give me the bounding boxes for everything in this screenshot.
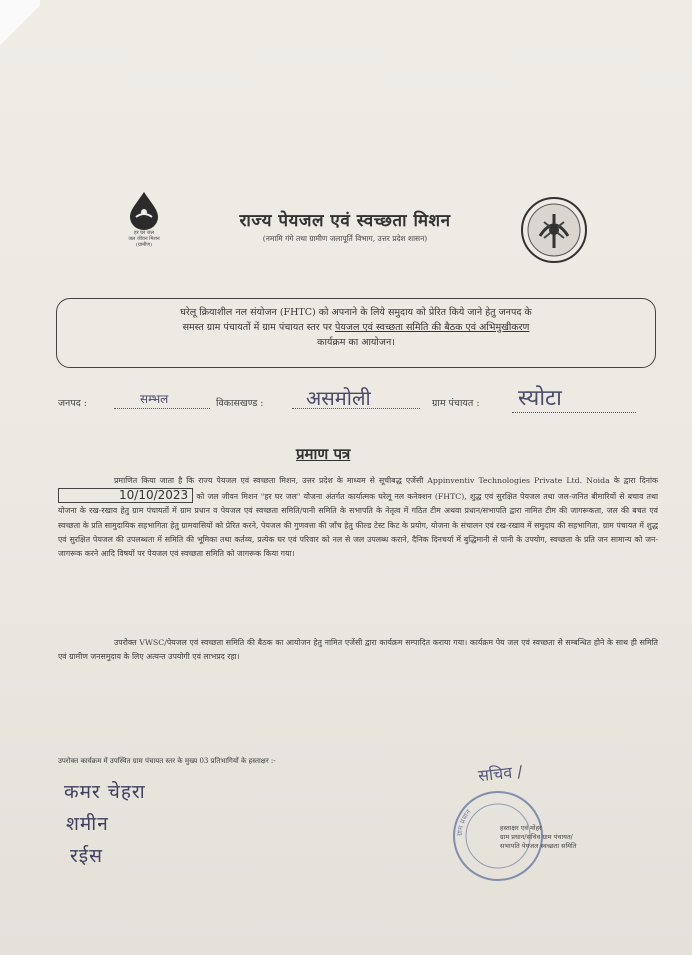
- event-date: 10/10/2023: [58, 488, 193, 503]
- gp-value: स्योटा: [518, 386, 562, 411]
- page-fold: [0, 0, 40, 50]
- header-subtitle: (नमामि गंगे तथा ग्रामीण जलापूर्ति विभाग, उत्तर प्रदेश शासन): [262, 234, 428, 243]
- district-label: जनपद :: [58, 398, 87, 409]
- notice-line-2a: समस्त ग्राम पंचायतों में ग्राम पंचायत स्तर पर: [182, 322, 335, 333]
- stamp-ring-text: ग्राम प्रधान: [455, 808, 473, 837]
- notice-box: [56, 298, 656, 368]
- notice-line-2b: पेयजल एवं स्वच्छता समिति की बैठक एवं अभिमुखीकरण: [335, 322, 530, 333]
- logo-tagline: हर घर जल जल जीवन मिशन (ग्रामीण): [128, 230, 160, 248]
- certificate-title: प्रमाण पत्र: [296, 445, 351, 463]
- attendee-name-1: कमर चेहरा: [64, 781, 146, 803]
- certificate-paragraph-1: [58, 474, 658, 561]
- para1-start: प्रमाणित किया जाता है कि राज्य पेयजल एवं स्वच्छता मिशन, उत्तर प्रदेश के माध्यम से सूचीबद्ध एजेंसी Appinventiv Technologies Private Ltd. Noida के द्वारा दिनांक: [114, 476, 658, 485]
- secretary-signature: सचिव /: [477, 761, 524, 786]
- gp-label: ग्राम पंचायत :: [432, 398, 480, 409]
- block-label: विकासखण्ड :: [216, 398, 264, 409]
- para1-end: को जल जीवन मिशन "हर घर जल" योजना अंतर्गत कार्यात्मक घरेलू नल कनेक्शन (FHTC), शुद्ध एवं सुरक्षित पेयजल तथा जल-जनित बीमारियों से बचाव तथा योजना के रख-रखाव हेतु ग्राम पंचायतों में ग्राम प्रधान व पेयजल एवं स्वच्छता समिति/पानी समिति के सभापति के नेतृत्व में गठित टीम अथवा प्रधान/सभापति द्वारा नामित टीम की जागरूकता, जल की बचत एवं स्वच्छता के प्रति सामुदायिक सहभागिता हेतु ग्रामवासियों को प्रेरित करने, पेयजल की गुणवत्ता की जाँच हेतु फील्ड टेस्ट किट के प्रयोग, योजना के संचालन एवं रख-रखाव में समुदाय की सहभागिता, ग्राम पंचायत में शुद्ध एवं सुरक्षित पेयजल की उपलब्धता में समिति की भूमिका तथा कर्तव्य, प्रत्येक घर एवं परिवार को नल से जल उपलब्ध कराने, दैनिक दिनचर्या में बुद्धिमानी से पानी के उपयोग, स्वच्छता के प्रति जन सामान्य को जन-जागरूक करने आदि विषयों पर पेयजल एवं स्वच्छता समिति को जागरूक किया गया।: [58, 492, 658, 559]
- district-value: सम्भल: [140, 392, 169, 406]
- attendees-label: उपरोक्त कार्यक्रम में उपस्थित ग्राम पंचायत स्तर के मुख्य 03 प्रतिभागियों के हस्ताक्षर :-: [58, 757, 276, 765]
- har-ghar-jal-logo: [118, 190, 170, 252]
- stamp-line-1: हस्ताक्षर एवं मोहर: [500, 824, 542, 832]
- gp-dots: [512, 412, 636, 413]
- state-emblem-icon: [520, 196, 588, 264]
- stamp-caption: [500, 824, 650, 851]
- notice-line-2: [69, 320, 643, 335]
- svg-text:ग्राम प्रधान: [456, 808, 473, 836]
- water-drop-icon: [126, 190, 162, 230]
- attendee-name-3: रईस: [70, 845, 103, 867]
- stamp-line-3: सभापति पेयजल स्वच्छता समिति: [500, 842, 577, 850]
- notice-line-1: घरेलू क्रियाशील नल संयोजन (FHTC) को अपनाने के लिये समुदाय को प्रेरित किये जाने हेतु जनपद के: [180, 307, 532, 318]
- location-fields: [58, 386, 648, 420]
- certificate-paragraph-2: उपरोक्त VWSC/पेयजल एवं स्वच्छता समिति की बैठक का आयोजन हेतु नामित एजेंसी द्वारा कार्यक्रम सम्पादित कराया गया। कार्यक्रम पेय जल एवं स्वच्छता से सम्बन्धित होने के साथ ही समिति एवं ग्रामीण जनसमुदाय के लिए अत्यन्त उपयोगी एवं लाभप्रद रहा।: [58, 638, 658, 662]
- attendee-name-2: शमीन: [66, 813, 109, 835]
- header-title: राज्य पेयजल एवं स्वच्छता मिशन: [239, 211, 451, 231]
- notice-line-3: कार्यक्रम का आयोजन।: [317, 337, 395, 348]
- district-dots: [114, 408, 210, 409]
- header-title-block: [190, 208, 500, 244]
- stamp-line-2: ग्राम प्रधान/सचिव ग्राम पंचायत/: [500, 833, 573, 841]
- attendee-signatures: [64, 778, 146, 874]
- block-value: असमोली: [306, 386, 371, 410]
